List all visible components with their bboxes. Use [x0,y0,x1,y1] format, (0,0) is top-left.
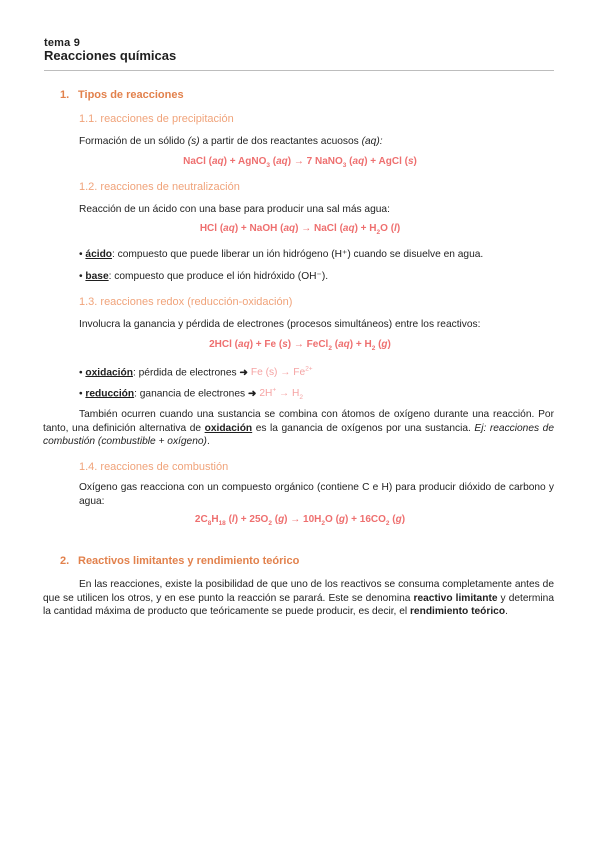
header-divider [44,70,554,71]
topic-label: tema 9 [44,37,81,49]
para-example: Ej: reacciones de combustión (combustible + oxígeno) [43,422,554,447]
para-text: . [505,606,508,617]
para-text: es la ganancia de oxígenos por una sustancia. [252,422,475,434]
para-text: Oxígeno gas reacciona con un compuesto orgánico (contiene C e H) para producir dióxido de carbono y agua: [79,482,554,507]
redox-paragraph [43,408,554,449]
section-2-paragraph [43,578,554,619]
section-1-number: 1. [60,89,70,101]
subsection-1-3-text: Involucra la ganancia y pérdida de electrones (procesos simultáneos) entre los reactivos: [79,319,481,330]
subsection-1-3-title: 1.3. reacciones redox (reducción-oxidación) [79,296,293,308]
text-run: Formación de un sólido [79,136,188,147]
oxidation-example: Fe $(s) \to Fe^{2+}$ [250,366,313,379]
subsection-1-2-title: 1.2. reacciones de neutralización [79,181,240,193]
text-run-italic: (s) [187,136,200,147]
term-theoretical-yield: rendimiento teórico [409,606,506,617]
term-oxidation: oxidación [85,367,133,379]
bullet-acid: • ácido: compuesto que puede liberar un ión hidrógeno (H⁺) cuando se disuelve en agua. [79,249,484,260]
term-acid: ácido [85,249,113,260]
subsection-1-2-text: Reacción de un ácido con una base para producir una sal más agua: [79,204,390,215]
para-text: . [206,436,210,447]
arrow-icon: ➜ [247,388,257,400]
subsection-1-4-title: 1.4. reacciones de combustión [79,461,229,473]
bullet-base: • base: compuesto que produce el ión hidróxido (OH⁻). [79,271,329,282]
para-text: En las reacciones, existe la posibilidad de que uno de los reactivos se consuma completamente antes de que se utilicen los otros, y en ese punto la reacción se parará. Este se denomina [43,579,554,604]
equation-combustion: $2C_8H_{18}$ $(l) + 25O_2$ $(g) \to 10H_2O$ $(g) + 16CO_2$ (g) [194,514,406,527]
equation-redox: 2HCl (aq) + Fe (s) → FeCl$_2$ $(aq) + H_2$ (g) [209,339,391,352]
term-limiting-reagent: reactivo limitante [413,592,498,604]
subsection-1-1-title: 1.1. reacciones de precipitación [79,113,234,125]
section-2-number: 2. [60,555,70,567]
section-2-title: Reactivos limitantes y rendimiento teórico [78,555,300,567]
arrow-icon: ➜ [239,367,248,379]
section-1-title: Tipos de reacciones [78,89,184,101]
bullet-reduction-text: : ganancia de electrones [134,388,248,400]
page-title: Reacciones químicas [44,48,177,63]
term-base: base [85,271,109,282]
section-2-heading [60,555,299,567]
bullet-acid-text: : compuesto que puede liberar un ión hidrógeno (H⁺) cuando se disuelve en agua. [112,249,484,260]
subsection-1-4-text [79,481,554,508]
bullet-oxidation: • oxidación: pérdida de electrones ➜ Fe $(s) \to Fe^{2+}$ [79,366,313,379]
text-run-italic: (aq): [361,136,383,147]
term-oxidation-inline: oxidación [204,422,253,434]
text-run: a partir de dos reactantes acuosos [199,136,362,147]
bullet-oxidation-text: : pérdida de electrones [132,367,240,379]
equation-neutralization: HCl (aq) + NaOH (aq) → NaCl $(aq) + H_2O$ (l) [199,223,401,236]
para-text: También ocurren cuando una sustancia se combina con átomos de oxígeno durante una reacción. Por tanto, una definición alternativa de [43,409,554,434]
subsection-1-1-text [79,136,383,147]
bullet-base-text: : compuesto que produce el ión hidróxido (OH⁻). [108,271,329,282]
equation-precipitation: NaCl (aq) + AgNO$_3$ (aq) → 7 NaNO$_3$ (aq) + AgCl (s) [183,156,417,169]
term-reduction: reducción [85,388,135,400]
bullet-reduction: • reducción: ganancia de electrones ➜ $2H^+ \to H_2$ [79,387,303,402]
para-text: y determina la cantidad máxima de producto que teóricamente se puede producir, es decir, el [43,592,554,617]
section-1-heading [60,89,184,101]
reduction-example: $2H^+ \to H_2$ [259,387,303,402]
